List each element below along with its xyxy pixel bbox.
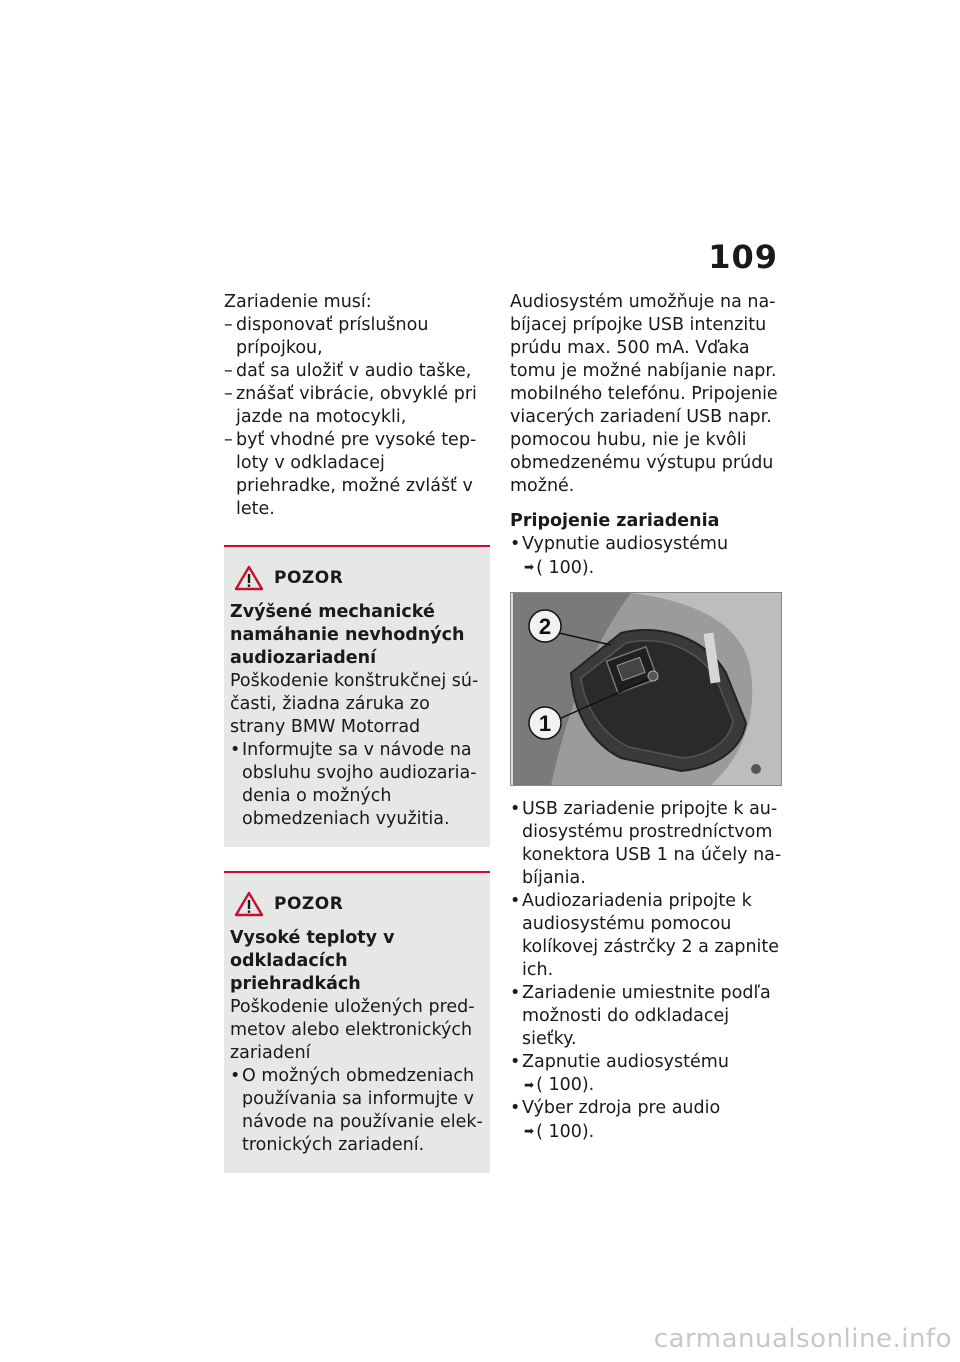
step-text: Vypnutie audiosystému: [522, 534, 729, 554]
warning-box-heat: [224, 871, 490, 1173]
warning-triangle-icon: [234, 565, 264, 591]
warning-title: POZOR: [274, 568, 344, 588]
warning-header: [230, 565, 484, 591]
page-ref-text: ( 100).: [536, 557, 595, 578]
list-item: [510, 1097, 782, 1144]
list-item: [510, 533, 782, 580]
warning-actions: [230, 739, 484, 831]
step-text: Zapnutie audiosystému: [522, 1051, 729, 1072]
warning-consequence: Poškodenie uložených predmetov alebo elektronických zariadení: [230, 997, 475, 1063]
warning-subtitle: Zvýšené mechanické namáhanie nevhodných audiozariadení: [230, 602, 465, 668]
list-item: • USB zariadenie pripojte k audiosystému prostredníctvom konektora USB 1 na účely nabíjania.: [510, 798, 782, 890]
right-column: [510, 291, 782, 1144]
callout-2-label: 2: [538, 613, 552, 639]
list-item: • Audiozariadenia pripojte k audiosystému pomocou kolíkovej zástrčky 2 a zapnite ich.: [510, 890, 782, 982]
list-item: • Zariadenie umiestnite podľa možnosti do odkladacej sieťky.: [510, 982, 782, 1051]
usb-connector-figure: [510, 592, 782, 786]
warning-box-mechanical: [224, 545, 490, 847]
page-reference[interactable]: [522, 558, 594, 578]
warning-actions: [230, 1065, 484, 1157]
warning-consequence: Poškodenie konštrukčnej súčasti, žiadna záruka zo strany BMW Motorrad: [230, 671, 479, 737]
requirements-list: [224, 314, 490, 521]
left-column: [224, 291, 490, 1173]
page-number: 109: [708, 238, 778, 276]
page-ref-text: ( 100).: [536, 1075, 595, 1095]
watermark: carmanualsonline.info: [653, 1324, 952, 1354]
arrow-right-icon: ➡: [524, 560, 535, 574]
arrow-right-icon: ➡: [524, 1124, 535, 1138]
list-item: [510, 1051, 782, 1098]
page-reference[interactable]: [522, 1075, 594, 1095]
list-item: • Informujte sa v návode na obsluhu svojho audiozariadenia o možných obmedzeniach využitia.: [230, 739, 484, 831]
page-ref-text: ( 100).: [536, 1121, 595, 1142]
list-item: • O možných obmedzeniach používania sa informujte v návode na používanie elektronických zariadení.: [230, 1065, 484, 1157]
page-reference[interactable]: [522, 1122, 594, 1142]
figure-illustration: [511, 593, 781, 785]
arrow-right-icon: ➡: [524, 1077, 535, 1092]
warning-triangle-icon: [234, 891, 264, 917]
warning-subtitle: Vysoké teploty v odkladacích priehradkách: [230, 928, 395, 994]
list-item: – byť vhodné pre vysoké teploty v odkladacej priehradke, možné zvlášť v lete.: [224, 429, 490, 521]
steps-list-before: [510, 533, 782, 580]
steps-list-after: [510, 798, 782, 1144]
list-item: – disponovať príslušnou prípojkou,: [224, 314, 490, 360]
usb-current-description: Audiosystém umožňuje na nabíjacej prípojke USB intenzitu prúdu max. 500 mA. Vďaka tomu je možné nabíjanie napr. mobilného telefónu. Pripojenie viacerých zariadení USB napr. pomocou hubu, nie je kvôli obmedzenému výstupu prúdu možné.: [510, 292, 778, 496]
list-item: – dať sa uložiť v audio taške,: [224, 360, 490, 383]
step-text: Výber zdroja pre audio: [522, 1098, 721, 1118]
warning-title: POZOR: [274, 894, 344, 914]
requirements-intro: Zariadenie musí:: [224, 292, 372, 312]
list-item: – znášať vibrácie, obvyklé pri jazde na motocykli,: [224, 383, 490, 429]
callout-1-label: 1: [538, 710, 552, 736]
section-title: Pripojenie zariadenia: [510, 511, 720, 531]
warning-header: [230, 891, 484, 917]
